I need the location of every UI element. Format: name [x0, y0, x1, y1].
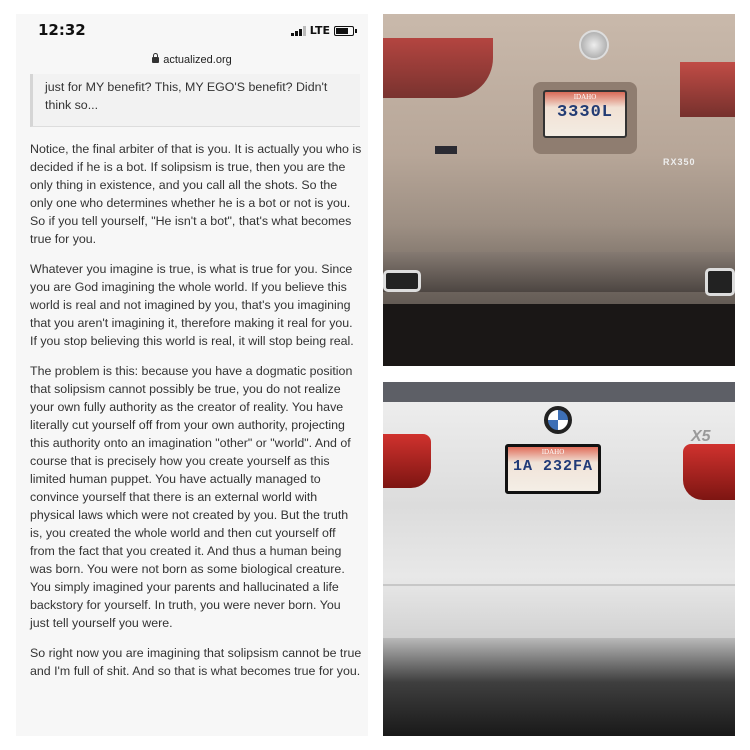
plate-number: 1A 232FA [512, 458, 593, 475]
lock-icon [152, 57, 159, 63]
status-indicators [291, 24, 354, 37]
bmw-logo-icon [544, 406, 572, 434]
car-photo-top [383, 14, 735, 366]
license-plate [543, 90, 627, 138]
address-bar[interactable] [16, 54, 368, 74]
exhaust-left [383, 270, 421, 292]
phone-screenshot [16, 14, 368, 736]
article-body [30, 140, 362, 692]
article-paragraph: The problem is this: because you have a dogmatic position that solipsism cannot possibly be true, you do not realize your own fully authority as the creator of reality. You have literally cut yourself off from your own authority, projecting this authority onto an imagination "other" or "world". And of course that is precisely how you create yourself as this limited human puppet. You have actually managed to convince yourself that there is an external world with physical laws which were not created by you. But the truth is, you created the whole world and then cut yourself off from the fact that you created it. And thus a human being was born. You were not born as some biological creature. You simply imagined your parents and hallucinated a life backstory for yourself. In truth, you were never born. You just tell yourself you were. [30, 364, 353, 630]
car-logo-icon [579, 30, 609, 60]
tail-light-right [683, 444, 735, 500]
rear-window [383, 382, 735, 402]
road [383, 304, 735, 366]
plate-number: 3330L [556, 103, 613, 122]
plate-state: IDAHO [573, 93, 597, 101]
tail-light-right [680, 62, 735, 117]
rear-bumper [383, 252, 735, 292]
model-badge: X5 [691, 428, 711, 445]
status-bar [16, 14, 368, 50]
article-paragraph: So right now you are imagining that solipsism cannot be true and I'm full of shit. And so that is what becomes true for you. [30, 646, 362, 678]
status-time: 12:32 [38, 21, 86, 39]
blockquote [30, 74, 360, 127]
quote-text: just for MY benefit? This, MY EGO'S benefit? Didn't think so... [45, 80, 328, 112]
article-paragraph: Whatever you imagine is true, is what is true for you. Since you are God imagining the whole world. If you believe this world is real and not imagined by you, that's you imagining that you aren't imagining it, therefore making it real for you. If you stop believing this world is real, it will stop being real. [30, 262, 354, 348]
car-photo-bottom [383, 382, 735, 736]
network-label: LTE [309, 24, 330, 37]
tail-light-left [383, 38, 493, 98]
plate-state: IDAHO [541, 448, 565, 456]
model-badge: RX350 [663, 157, 696, 167]
license-plate [505, 444, 601, 494]
tail-light-left [383, 434, 431, 488]
dealer-sticker [435, 146, 457, 154]
exhaust-right [705, 268, 735, 296]
signal-icon [291, 26, 306, 36]
bumper-line [383, 584, 735, 586]
url-text: actualized.org [163, 54, 232, 66]
lower-bumper [383, 638, 735, 736]
article-paragraph: Notice, the final arbiter of that is you. It is actually you who is decided if he is a bot. If solipsism is true, then you are the only thing in existence, and you call all the shots. So the only one who determines whether he is a bot or not is you. So if you tell yourself, "He isn't a bot", that's what becomes true for you. [30, 142, 362, 246]
battery-icon [334, 26, 354, 36]
